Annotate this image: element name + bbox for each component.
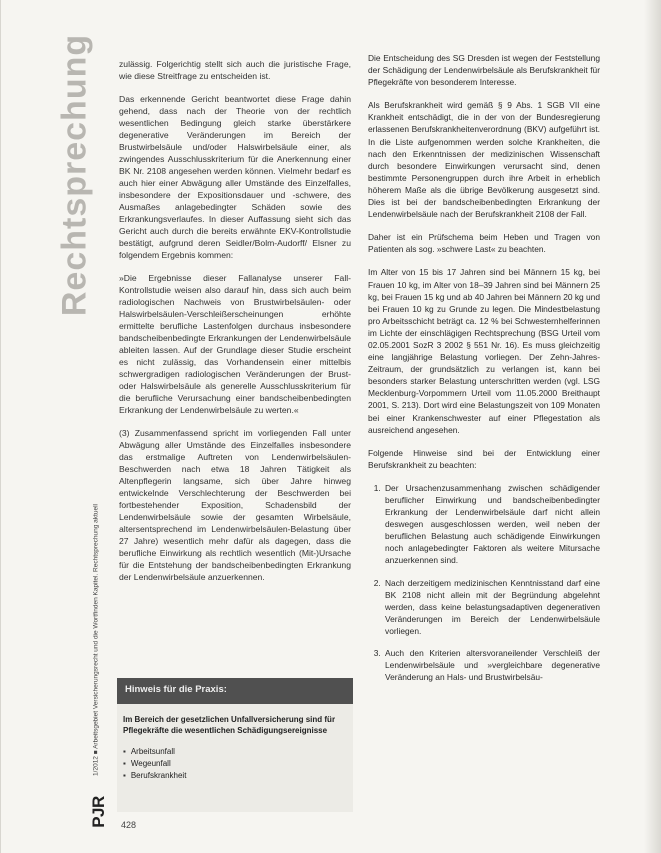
list-item: 2. Nach derzeitigem medizinischen Kenntnisstand darf eine BK 2108 nicht allein mit der Begründung abgelehnt werden, dass keine belastungsadaptiven degenerativen Veränderungen im Bereich der Lendenwirbelsäule vorliegen. <box>383 577 600 637</box>
practice-note-body <box>117 704 353 781</box>
left-column <box>119 58 351 594</box>
list-item: ▪ Arbeitsunfall <box>123 746 347 757</box>
logo-text: PJR <box>89 796 108 828</box>
left-paragraph: Das erkennende Gericht beantwortet diese Frage dahin gehend, dass nach der Theorie von der rechtlich wesentlichen Bedingung gleich starke überstärkere degenerative Veränderungen im Bereich der Brustwirbelsäule und/oder Halswirbelsäule einer, als zwingendes Ausschlusskriterium für die Anerkennung einer BK Nr. 2108 angesehen werden können. Vielmehr bedarf es auch hier einer Abwägung aller Umstände des Einzelfalles, insbesondere der Expositionsdauer und -schwere, des Ausmaßes anlagebedingter Schäden sowie des Erkrankungsverlaufes. In dieser Auffassung sieht sich das Gericht auch durch die bereits erwähnte EKV-Kontrollstudie bestätigt, aufgrund deren Seidler/Bolm-Audorff/ Elsner zu folgendem Ergebnis kommen: <box>119 94 351 260</box>
right-paragraph: Als Berufskrankheit wird gemäß § 9 Abs. 1 SGB VII eine Krankheit entschädigt, die in der von der Bundesregierung erlassenen Berufskrankheitenverordnung (BKV) aufgeführt ist. In die Liste aufgenommen werden solche Krankheiten, die nach den Erkenntnissen der medizinischen Wissenschaft durch besondere Einwirkungen verursacht sind, denen bestimmte Personengruppen durch ihre Arbeit in erheblich höherem Maße als die übrige Bevölkerung ausgesetzt sind. Dies ist bei der bandscheibenbedingten Erkrankung der Lendenwirbelsäule nach der Berufskrankheit 2108 der Fall. <box>368 100 600 220</box>
right-column <box>368 52 600 693</box>
section-title-vertical <box>41 33 109 317</box>
list-item: ▪ Wegeunfall <box>123 758 347 769</box>
practice-note-box <box>117 678 353 812</box>
practice-note-list <box>123 746 347 781</box>
right-paragraph: Daher ist ein Prüfschema beim Heben und Tragen von Patienten als sog. »schwere Last« zu beachten. <box>368 232 600 255</box>
running-note-text: 1/2012 ■ Arbeitsgebiet Versicherungsrecht und die Wortfinden Kapitel. Rechtsprechung aktuell <box>92 504 100 776</box>
page-number: 428 <box>121 820 137 830</box>
list-item: 3. Auch den Kriterien altersvoraneilender Verschleiß der Lendenwirbelsäule und »vergleichbare degenerative Veränderung an Hals- und Brustwirbelsäu- <box>383 647 600 683</box>
right-paragraph: Die Entscheidung des SG Dresden ist wegen der Feststellung der Schädigung der Lendenwirbelsäule als Berufskrankheit für Pflegekräfte von besonderem Interesse. <box>368 53 600 88</box>
left-paragraph: (3) Zusammenfassend spricht im vorliegenden Fall unter Abwägung aller Umstände des Einzelfalles insbesondere das erstmalige Auftreten von Lendenwirbelsäulen-Beschwerden nach etwa 18 Jahren Tätigkeit als Altenpflegerin langsame, sich über Jahre hinweg entwickelnde Verschlechterung der Beschwerden bei fortbestehender Exposition, Schadensbild der Lendenwirbelsäule sowie der gesamten Wirbelsäule, altersentsprechend im Lendenwirbelsäulen-Belastung über 27 Jahre) wesentlich mehr dafür als dagegen, dass die berufliche Einwirkung als rechtlich wesentlich (Mit-)Ursache für die Entstehung der bandscheibenbedingten Erkrankung der Lendenwirbelsäule anzuerkennen. <box>119 428 351 582</box>
journal-logo <box>79 792 119 832</box>
section-title-text: Rechtsprechung <box>55 33 94 317</box>
practice-note-intro: Im Bereich der gesetzlichen Unfallversicherung sind für Pflegekräfte die wesentlichen Schädigungsereignisse <box>123 715 336 735</box>
page-edge-shadow <box>644 0 661 853</box>
numbered-list <box>368 482 600 683</box>
practice-note-heading: Hinweis für die Praxis: <box>117 678 353 704</box>
left-paragraph: zulässig. Folgerichtig stellt sich auch die juristische Frage, wie diese Streitfrage zu entscheiden ist. <box>119 59 351 81</box>
left-paragraph: »Die Ergebnisse dieser Fallanalyse unserer Fall-Kontrollstudie weisen also darauf hin, dass sich auch beim radiologischen Nachweis von Brustwirbelsäulen- oder Halswirbelsäulen-Verschleißerscheinungen erhöhte ermittelte berufliche Lastenfolgen durchaus insbesondere bandscheibenbedingte Erkrankungen der Lendenwirbelsäule ableiten lassen. Auf der Grundlage dieser Studie erscheint es nicht zulässig, das Vorhandensein einer mittelbis schwergradigen radiologischen Veränderungen der Brust- oder Halswirbelsäule als generelle Ausschlusskriterium für die berufliche Verursachung einer bandscheibenbedingten Erkrankung der Lendenwirbelsäule zu werten.« <box>119 273 351 415</box>
right-paragraph: Folgende Hinweise sind bei der Entwicklung einer Berufskrankheit zu beachten: <box>368 447 600 470</box>
vertical-running-note <box>89 490 103 790</box>
list-item: 1. Der Ursachenzusammenhang zwischen schädigender beruflicher Einwirkung und bandscheibenbedingter Erkrankung der Lendenwirbelsäule darf nicht allein deswegen ausgeschlossen werden, weil neben der beruflichen Belastung auch schädigende Einwirkungen noch anlagebedingter Faktoren als weitere Mitursache anzuerkennen sind. <box>383 482 600 567</box>
right-paragraph: Im Alter von 15 bis 17 Jahren sind bei Männern 15 kg, bei Frauen 10 kg, im Alter von 18–39 Jahren sind bei Männern 25 kg, bei Frauen 15 kg und ab 40 Jahren bei Männern 20 kg und bei Frauen 10 kg zu Grunde zu legen. Die Mindestbelastung pro Arbeitsschicht beträgt ca. 12 % bei Schwesternhelferinnen im Lichte der einschlägigen Rechtsprechung (BSG Urteil vom 02.05.2001 SozR 3 2002 § 551 Nr. 16). Es muss gleichzeitig eine langjährige Belastung vorliegen. Der Zehn-Jahres-Zeitraum, der grundsätzlich zu verlangen ist, kann bei besonders starker Belastung unterschritten werden (vgl. LSG Mecklenburg-Vorpommern Urteil vom 11.05.2000 Breithaupt 2001, S. 213). Dort wird eine Belastungszeit von 109 Monaten bei einer Krankenschwester auf einer Pflegestation als ausreichend angesehen. <box>368 267 600 435</box>
list-item: ▪ Berufskrankheit <box>123 770 347 781</box>
